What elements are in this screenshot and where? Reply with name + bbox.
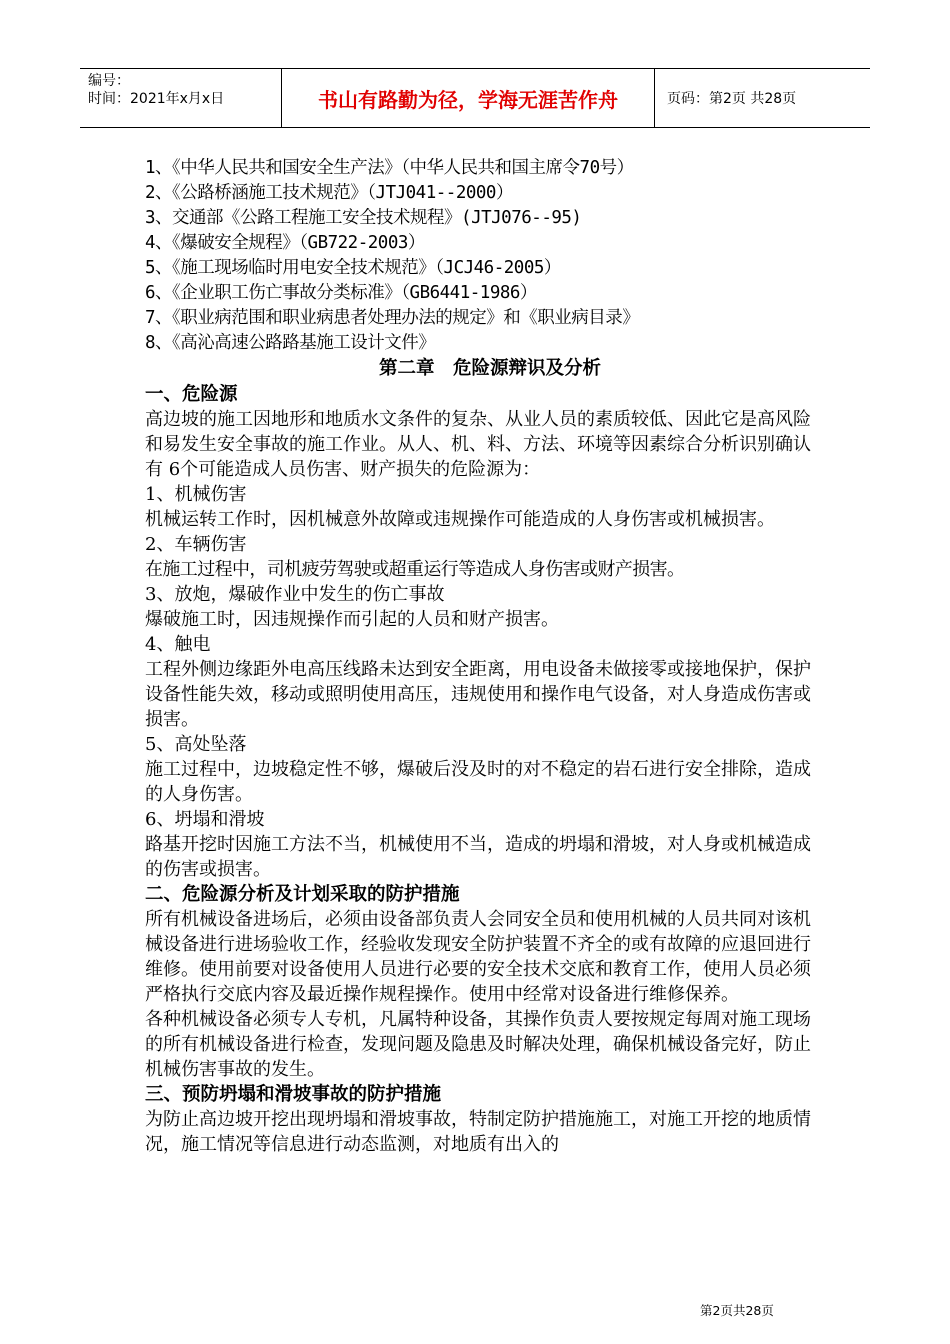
reference-item: 8、《高沁高速公路路基施工设计文件》 [145, 333, 436, 353]
hazard-text: 在施工过程中，司机疲劳驾驶或超重运行等造成人身伤害或财产损害。 [145, 559, 685, 580]
hazard-heading: 2、车辆伤害 [145, 534, 247, 555]
hazard-text: 施工过程中，边坡稳定性不够，爆破后没及时的对不稳定的岩石进行安全排除，造成的人身伤害。 [145, 759, 811, 805]
section-title: 三、预防坍塌和滑坡事故的防护措施 [145, 1084, 442, 1105]
hazard-heading: 1、机械伤害 [145, 484, 247, 505]
page-header [80, 68, 870, 128]
hazard-text: 路基开挖时因施工方法不当，机械使用不当，造成的坍塌和滑坡，对人身或机械造成的伤害或损害。 [145, 834, 811, 880]
hazard-heading: 5、高处坠落 [145, 734, 247, 755]
reference-item: 4、《爆破安全规程》（GB722-2003） [145, 233, 425, 253]
hazard-heading: 3、放炮，爆破作业中发生的伤亡事故 [145, 584, 445, 605]
reference-item: 1、《中华人民共和国安全生产法》（中华人民共和国主席令70号） [145, 158, 634, 178]
hazard-text: 机械运转工作时，因机械意外故障或违规操作可能造成的人身伤害或机械损害。 [145, 509, 775, 530]
reference-item: 5、《施工现场临时用电安全技术规范》（JCJ46-2005） [145, 258, 561, 278]
reference-item: 2、《公路桥涵施工技术规范》（JTJ041--2000） [145, 183, 513, 203]
document-time-label: 时间：2021年x月x日 [88, 91, 225, 107]
reference-item: 3、交通部《公路工程施工安全技术规程》(JTJ076--95) [145, 208, 582, 228]
section-title: 二、危险源分析及计划采取的防护措施 [145, 884, 460, 905]
reference-item: 6、《企业职工伤亡事故分类标准》（GB6441-1986） [145, 283, 537, 303]
chapter-title: 第二章 危险源辩识及分析 [378, 358, 601, 379]
header-meta [80, 69, 282, 127]
reference-item: 7、《职业病范围和职业病患者处理办法的规定》和《职业病目录》 [145, 308, 640, 328]
section-paragraph: 各种机械设备必须专人专机，凡属特种设备，其操作负责人要按规定每周对施工现场的所有机械设备进行检查，发现问题及隐患及时解决处理，确保机械设备完好，防止机械伤害事故的发生。 [145, 1009, 811, 1080]
document-number-label: 编号： [88, 73, 130, 89]
hazard-text: 爆破施工时，因违规操作而引起的人员和财产损害。 [145, 609, 559, 630]
section-paragraph: 高边坡的施工因地形和地质水文条件的复杂、从业人员的素质较低、因此它是高风险和易发生安全事故的施工作业。从人、机、料、方法、环境等因素综合分析识别确认有 6个可能造成人员伤害、财产损失的危险源为： [145, 409, 811, 480]
header-motto: 书山有路勤为径，学海无涯苦作舟 [282, 69, 655, 127]
section-title: 一、危险源 [145, 384, 238, 405]
section-paragraph: 所有机械设备进场后，必须由设备部负责人会同安全员和使用机械的人员共同对该机械设备进行进场验收工作，经验收发现安全防护装置不齐全的或有故障的应退回进行维修。使用前要对设备使用人员进行必要的安全技术交底和教育工作，使用人员必须严格执行交底内容及最近操作规程操作。使用中经常对设备进行维修保养。 [145, 909, 811, 1005]
hazard-heading: 4、触电 [145, 634, 211, 655]
reference-list [145, 156, 815, 356]
hazard-heading: 6、坍塌和滑坡 [145, 809, 265, 830]
document-body [145, 156, 815, 1157]
page-footer: 第2页共28页 [700, 1303, 774, 1318]
header-page-info: 页码：第2页 共28页 [667, 91, 797, 107]
section-paragraph: 为防止高边坡开挖出现坍塌和滑坡事故，特制定防护措施施工，对施工开挖的地质情况，施工情况等信息进行动态监测，对地质有出入的 [145, 1109, 811, 1155]
hazard-text: 工程外侧边缘距外电高压线路未达到安全距离，用电设备未做接零或接地保护，保护设备性能失效，移动或照明使用高压，违规使用和操作电气设备，对人身造成伤害或损害。 [145, 659, 811, 730]
